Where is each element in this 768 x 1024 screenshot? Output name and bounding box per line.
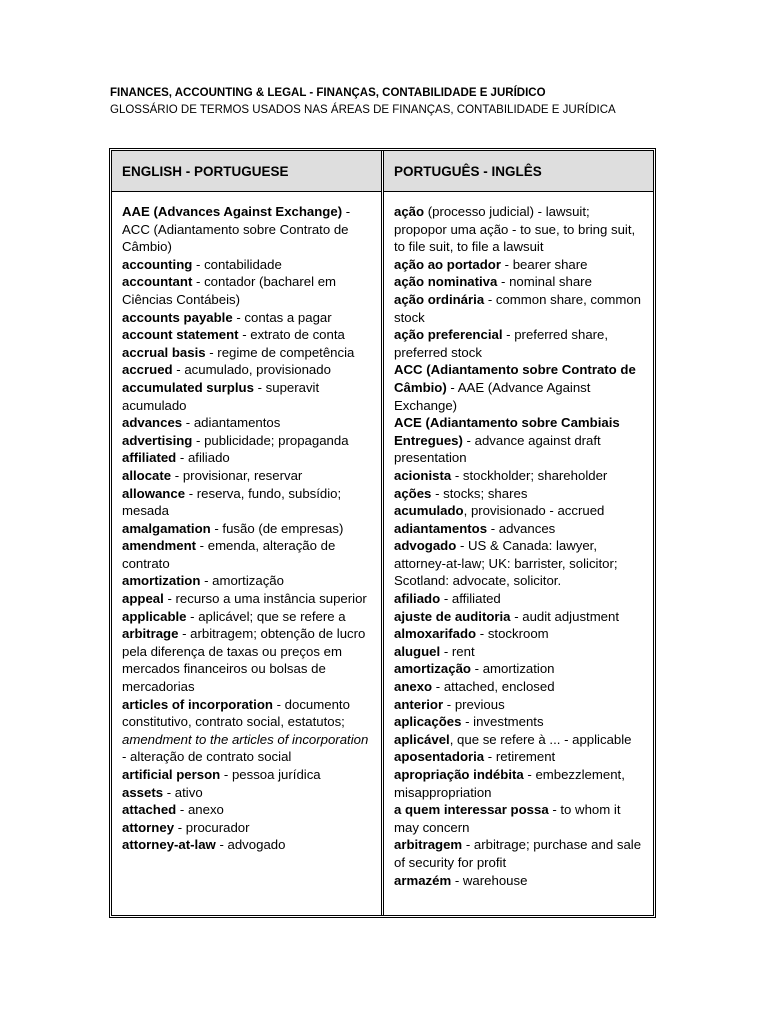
entry-definition: - affiliated	[440, 591, 501, 607]
glossary-entry	[122, 766, 371, 784]
entry-definition: - fusão (de empresas)	[210, 520, 344, 536]
entry-term: applicable	[122, 608, 187, 624]
glossary-entry	[394, 731, 643, 749]
entry-definition: - warehouse	[451, 872, 528, 888]
glossary-entry	[394, 485, 643, 503]
glossary-entry	[394, 766, 643, 801]
glossary-entry	[122, 467, 371, 485]
entry-definition: - advance against draft presentation	[394, 432, 601, 466]
entry-definition: - retirement	[484, 749, 556, 765]
entry-term: acionista	[394, 467, 452, 483]
english-portuguese-column	[112, 151, 384, 915]
glossary-entry	[394, 590, 643, 608]
entry-term: accumulated surplus	[122, 379, 254, 395]
entry-list	[384, 192, 653, 889]
glossary-entry	[394, 502, 643, 520]
entry-definition: - AAE (Advance Against Exchange)	[394, 379, 591, 413]
entry-definition: - procurador	[174, 819, 250, 835]
entry-definition: - amortização	[200, 573, 284, 589]
glossary-entry	[394, 291, 643, 326]
entry-term: account statement	[122, 327, 239, 343]
entry-term: acumulado	[394, 503, 464, 519]
entry-definition: - aplicável; que se refere a	[186, 608, 346, 624]
glossary-entry	[394, 467, 643, 485]
entry-definition: - contabilidade	[192, 256, 282, 272]
glossary-entry	[122, 608, 371, 626]
entry-term: accrual basis	[122, 344, 206, 360]
glossary-entry	[122, 414, 371, 432]
entry-term: advogado	[394, 538, 457, 554]
entry-definition: - publicidade; propaganda	[192, 432, 349, 448]
entry-definition: - emenda, alteração de contrato	[122, 538, 336, 571]
glossary-entry	[122, 836, 371, 854]
entry-term: attorney	[122, 819, 175, 835]
glossary-entry	[394, 537, 643, 590]
entry-term: advances	[122, 415, 183, 431]
entry-term: ação ao portador	[394, 256, 501, 272]
entry-term: ações	[394, 485, 432, 501]
entry-term: almoxarifado	[394, 626, 477, 642]
entry-term: amortização	[394, 661, 471, 677]
entry-term: arbitrage	[122, 626, 179, 642]
entry-term: advertising	[122, 432, 193, 448]
entry-term: aluguel	[394, 643, 441, 659]
entry-definition: - extrato de conta	[238, 327, 345, 343]
entry-definition: - embezzlement, misappropriation	[394, 767, 625, 800]
glossary-entry	[122, 379, 371, 414]
document-header	[110, 85, 670, 119]
document-title: FINANCES, ACCOUNTING & LEGAL - FINANÇAS, CONTABILIDADE E JURÍDICO	[110, 87, 546, 99]
glossary-entry	[394, 520, 643, 538]
entry-definition-cont: - alteração de contrato social	[122, 749, 292, 765]
entry-definition: - contador (bacharel em Ciências Contábeis)	[122, 274, 337, 307]
entry-term: ação nominativa	[394, 274, 498, 290]
document-subtitle: GLOSSÁRIO DE TERMOS USADOS NAS ÁREAS DE FINANÇAS, CONTABILIDADE E JURÍDICA	[110, 104, 616, 116]
entry-list	[112, 192, 381, 854]
entry-definition: - preferred share, preferred stock	[394, 327, 609, 360]
glossary-entry	[394, 256, 643, 274]
entry-term: accountant	[122, 274, 193, 290]
entry-term: anterior	[394, 696, 444, 712]
entry-term: ação preferencial	[394, 327, 503, 343]
glossary-entry	[394, 608, 643, 626]
entry-definition: - reserva, fundo, subsídio; mesada	[122, 485, 342, 519]
glossary-entry	[122, 625, 371, 695]
entry-definition: - common share, common stock	[394, 291, 641, 325]
entry-term: allowance	[122, 485, 186, 501]
entry-term: accrued	[122, 362, 173, 378]
glossary-entry	[122, 344, 371, 362]
entry-term: attached	[122, 802, 177, 818]
glossary-entry	[122, 256, 371, 274]
entry-definition: - anexo	[176, 802, 224, 818]
entry-term: attorney-at-law	[122, 837, 216, 853]
entry-definition: - advogado	[215, 837, 286, 853]
entry-term: ação	[394, 204, 425, 219]
entry-term: allocate	[122, 467, 172, 483]
glossary-entry	[394, 660, 643, 678]
entry-definition: - afiliado	[176, 450, 230, 466]
entry-term: aplicações	[394, 714, 462, 730]
glossary-entry	[122, 801, 371, 819]
entry-definition: - bearer share	[501, 256, 588, 272]
glossary-entry	[122, 590, 371, 608]
entry-term: ACC (Adiantamento sobre Contrato de Câmbio)	[394, 362, 636, 395]
entry-term: ACE (Adiantamento sobre Cambiais Entregues)	[394, 415, 620, 448]
entry-definition: - regime de competência	[205, 344, 355, 360]
entry-definition: - provisionar, reservar	[171, 467, 303, 483]
glossary-entry	[394, 361, 643, 414]
glossary-entry	[122, 572, 371, 590]
entry-term: aposentadoria	[394, 749, 485, 765]
entry-term: amendment	[122, 538, 197, 554]
entry-term: afiliado	[394, 591, 441, 607]
glossary-entry	[122, 361, 371, 379]
glossary-entry	[122, 819, 371, 837]
entry-definition: - superavit acumulado	[122, 379, 320, 413]
entry-term: a quem interessar possa	[394, 802, 549, 818]
entry-italic-phrase: amendment to the articles of incorporation	[122, 731, 369, 747]
entry-term: assets	[122, 784, 164, 800]
glossary-entry	[394, 273, 643, 291]
entry-definition: - stockholder; shareholder	[451, 467, 608, 483]
entry-definition: - stocks; shares	[431, 485, 528, 501]
entry-term: arbitragem	[394, 837, 463, 853]
entry-definition: - stockroom	[476, 626, 549, 642]
glossary-entry	[394, 872, 643, 890]
glossary-entry	[394, 625, 643, 643]
entry-definition: - arbitrage; purchase and sale of security for profit	[394, 837, 642, 870]
glossary-entry	[394, 678, 643, 696]
glossary-entry	[122, 273, 371, 308]
entry-term: articles of incorporation	[122, 696, 273, 712]
entry-term: accounts payable	[122, 309, 233, 325]
entry-term: armazém	[394, 872, 452, 888]
glossary-entry	[394, 748, 643, 766]
entry-term: amortization	[122, 573, 201, 589]
portuguese-english-column	[384, 151, 653, 915]
entry-term: appeal	[122, 591, 164, 607]
entry-definition: - US & Canada: lawyer, attorney-at-law; UK: barrister, solicitor; Scotland: advocate, solicitor.	[394, 538, 618, 589]
entry-definition: - attached, enclosed	[432, 679, 555, 695]
entry-definition: - pessoa jurídica	[220, 767, 321, 782]
glossary-entry	[122, 784, 371, 802]
entry-term: accounting	[122, 256, 193, 272]
glossary-entry	[394, 713, 643, 731]
entry-term: amalgamation	[122, 520, 211, 536]
entry-definition: - audit adjustment	[510, 608, 620, 624]
entry-term: apropriação indébita	[394, 767, 524, 782]
glossary-entry	[122, 537, 371, 572]
entry-term: artificial person	[122, 767, 221, 782]
entry-definition: - advances	[487, 520, 556, 536]
glossary-entry	[122, 520, 371, 538]
column-heading: PORTUGUÊS - INGLÊS	[384, 151, 653, 192]
entry-definition: - adiantamentos	[182, 415, 281, 431]
glossary-entry	[122, 485, 371, 520]
entry-definition: - arbitragem; obtenção de lucro pela diferença de taxas ou preços em mercados financeiros ou bolsas de mercadorias	[122, 626, 366, 695]
entry-definition: - rent	[440, 643, 475, 659]
entry-definition: - nominal share	[497, 274, 592, 290]
entry-term: ajuste de auditoria	[394, 608, 511, 624]
glossary-entry	[394, 326, 643, 361]
entry-definition: , que se refere à ... - applicable	[449, 731, 632, 747]
entry-definition: - ativo	[163, 784, 203, 800]
entry-definition: (processo judicial) - lawsuit; propopor uma ação - to sue, to bring suit, to file suit, to file a lawsuit	[394, 204, 636, 255]
column-heading: ENGLISH - PORTUGUESE	[112, 151, 381, 192]
glossary-entry	[394, 836, 643, 871]
glossary-entry	[394, 203, 643, 256]
entry-definition: - acumulado, provisionado	[172, 362, 331, 378]
glossary-entry	[122, 432, 371, 450]
glossary-entry	[394, 696, 643, 714]
entry-term: adiantamentos	[394, 520, 488, 536]
glossary-entry	[394, 643, 643, 661]
entry-definition: - recurso a uma instância superior	[163, 591, 367, 607]
entry-definition: - to whom it may concern	[394, 802, 621, 835]
entry-definition: - contas a pagar	[232, 309, 332, 325]
entry-term: affiliated	[122, 450, 177, 466]
entry-definition: - previous	[443, 696, 505, 712]
entry-term: aplicável	[394, 731, 450, 747]
entry-definition: - investments	[461, 714, 544, 730]
entry-term: ação ordinária	[394, 291, 485, 307]
entry-definition: - ACC (Adiantamento sobre Contrato de Câmbio)	[122, 204, 351, 255]
glossary-entry	[394, 801, 643, 836]
entry-term: AAE (Advances Against Exchange)	[122, 204, 343, 219]
entry-definition: - amortization	[470, 661, 555, 677]
glossary-entry	[122, 309, 371, 327]
entry-term: anexo	[394, 679, 433, 695]
glossary-table	[109, 148, 656, 918]
glossary-entry	[122, 203, 371, 256]
entry-definition: - documento constitutivo, contrato social, estatutos;	[122, 696, 350, 730]
entry-definition: , provisionado - accrued	[463, 503, 605, 519]
glossary-entry	[394, 414, 643, 467]
glossary-entry	[122, 696, 371, 766]
glossary-entry	[122, 326, 371, 344]
glossary-entry	[122, 449, 371, 467]
